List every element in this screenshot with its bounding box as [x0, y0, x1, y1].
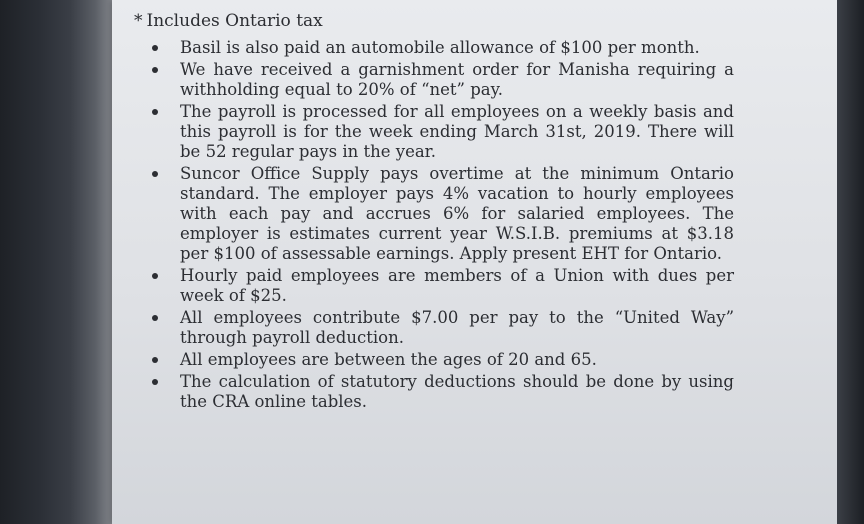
list-item: [134, 38, 734, 58]
bullet-icon: [152, 273, 158, 279]
list-item-text: We have received a garnishment order for Manisha requiring a withholding equal to 20% of “net” pay.: [180, 60, 734, 99]
tax-note: [134, 10, 734, 32]
list-item: [134, 102, 734, 162]
bullet-icon: [152, 379, 158, 385]
list-item: [134, 266, 734, 306]
list-item: [134, 60, 734, 100]
bullet-icon: [152, 67, 158, 73]
bullet-icon: [152, 109, 158, 115]
note-marker: *: [134, 11, 143, 31]
list-item-text: The payroll is processed for all employees on a weekly basis and this payroll is for the week ending March 31st, 2019. There will be 52 regular pays in the year.: [180, 102, 734, 161]
list-item: [134, 372, 734, 412]
bullet-icon: [152, 45, 158, 51]
list-item: [134, 308, 734, 348]
bullet-icon: [152, 315, 158, 321]
document-body: [134, 10, 734, 414]
payroll-notes-list: [134, 38, 734, 412]
list-item-text: Basil is also paid an automobile allowance of $100 per month.: [180, 38, 700, 57]
list-item-text: All employees are between the ages of 20 and 65.: [180, 350, 597, 369]
bullet-icon: [152, 171, 158, 177]
list-item-text: All employees contribute $7.00 per pay to the “United Way” through payroll deduction.: [180, 308, 734, 347]
screen-bezel: [837, 0, 864, 524]
document-page: [112, 0, 837, 524]
list-item: [134, 350, 734, 370]
list-item-text: Suncor Office Supply pays overtime at the minimum Ontario standard. The employer pays 4% vacation to hourly employees with each pay and accrues 6% for salaried employees. The employer is estimates current year W.S.I.B. premiums at $3.18 per $100 of assessable earnings. Apply present EHT for Ontario.: [180, 164, 734, 263]
note-text: Includes Ontario tax: [146, 11, 323, 31]
list-item-text: The calculation of statutory deductions should be done by using the CRA online tables.: [180, 372, 734, 411]
list-item: [134, 164, 734, 264]
list-item-text: Hourly paid employees are members of a Union with dues per week of $25.: [180, 266, 734, 305]
bullet-icon: [152, 357, 158, 363]
